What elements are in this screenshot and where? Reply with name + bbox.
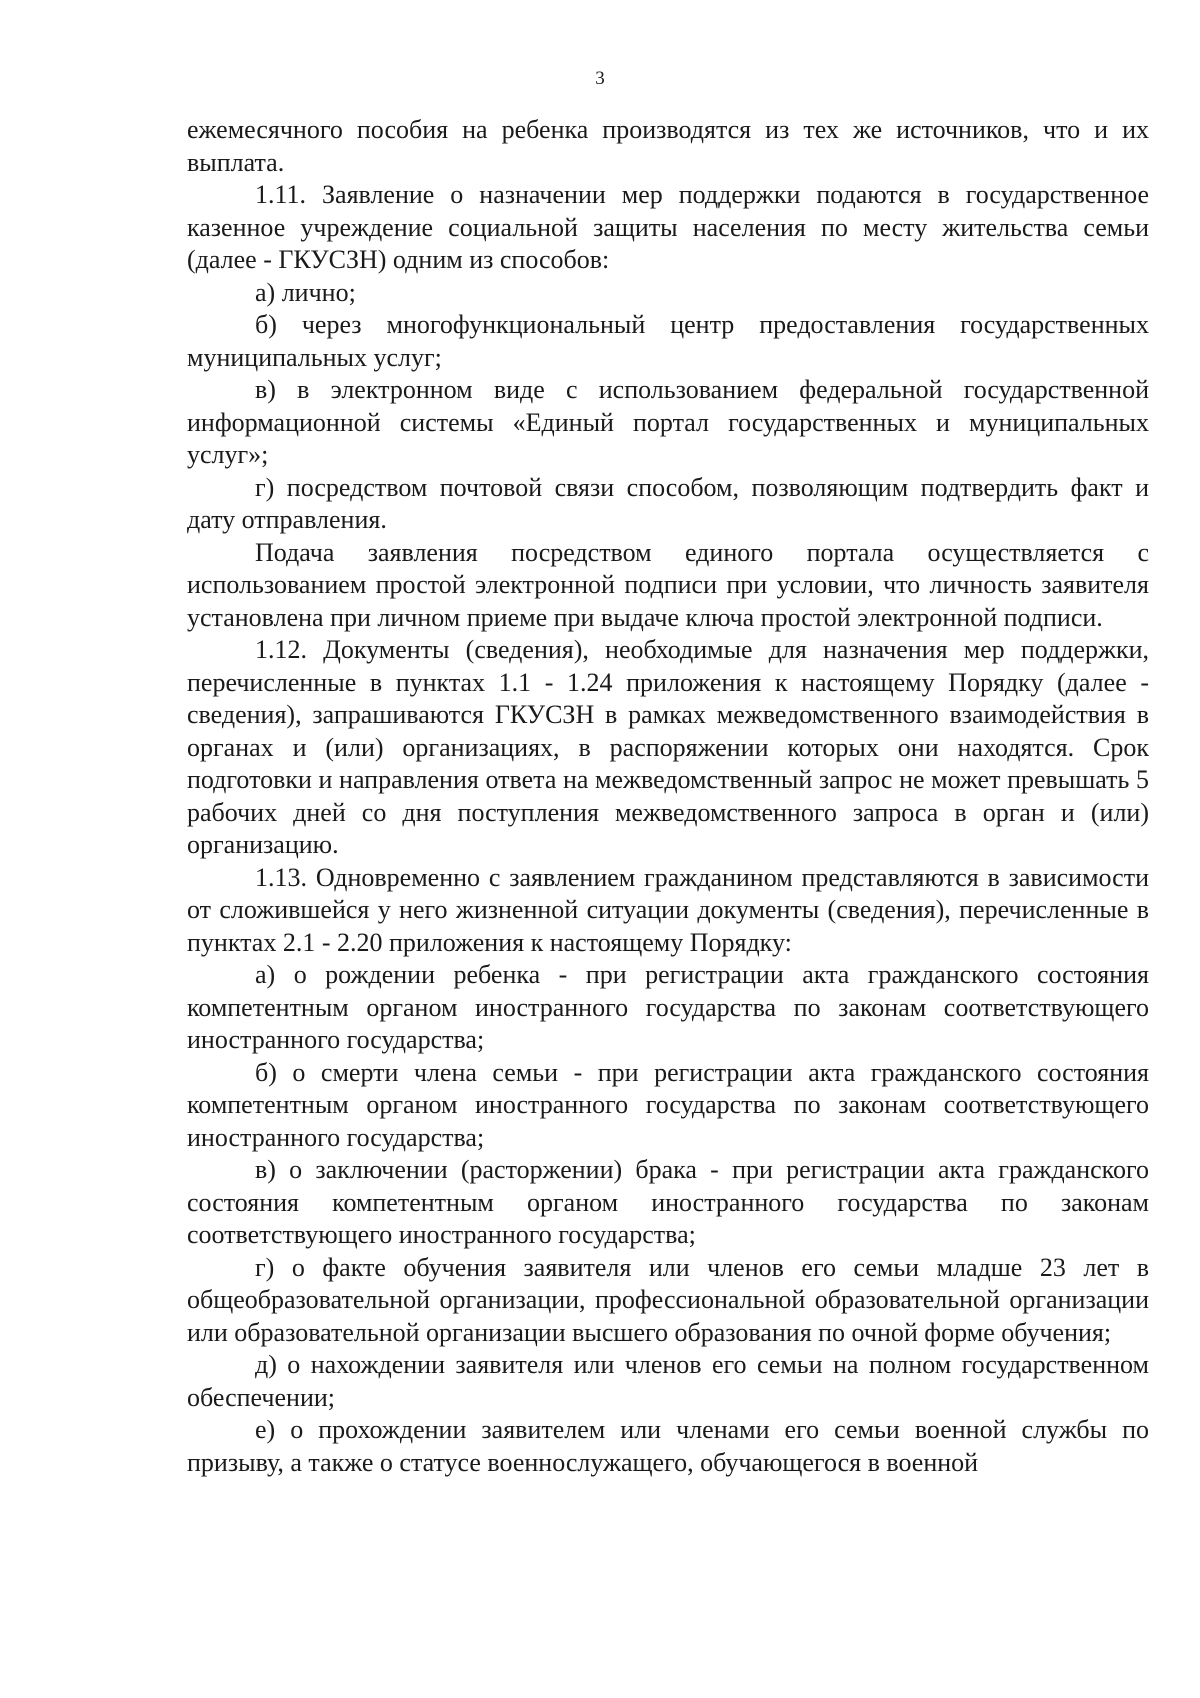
list-item-v-electronic: в) в электронном виде с использованием федеральной государственной информационной системы «Единый портал государственных и муниципальных услуг»; xyxy=(187,375,1149,469)
paragraph-1-12: 1.12. Документы (сведения), необходимые для назначения мер поддержки, перечисленные в пунктах 1.1 - 1.24 приложения к настоящему Порядку (далее - сведения), запрашиваются ГКУСЗН в рамках межведомственного взаимодействия в органах и (или) организациях, в распоряжении которых они находятся. Срок подготовки и направления ответа на межведомственный запрос не может превышать 5 рабочих дней со дня поступления межведомственного запроса в орган и (или) организацию. xyxy=(187,635,1149,859)
paragraph-1-13: 1.13. Одновременно с заявлением гражданином представляются в зависимости от сложившейся у него жизненной ситуации документы (сведения), перечисленные в пунктах 2.1 - 2.20 приложения к настоящему Порядку: xyxy=(187,862,1149,957)
list-item-a-birth: а) о рождении ребенка - при регистрации акта гражданского состояния компетентным органом иностранного государства по законам соответствующего иностранного государства; xyxy=(187,960,1149,1054)
list-item-a-in-person: а) лично; xyxy=(255,277,356,307)
list-item-b-death: б) о смерти члена семьи - при регистрации акта гражданского состояния компетентным органом иностранного государства по законам соответствующего иностранного государства; xyxy=(187,1057,1149,1152)
paragraph-continuation: ежемесячного пособия на ребенка производятся из тех же источников, что и их выплата. xyxy=(187,115,1149,177)
paragraph-portal-submission: Подача заявления посредством единого портала осуществляется с использованием простой электронной подписи при условии, что личность заявителя установлена при личном приеме при выдаче ключа простой электронной подписи. xyxy=(187,537,1149,632)
list-item-v-marriage: в) о заключении (расторжении) брака - при регистрации акта гражданского состояния компетентным органом иностранного государства по законам соответствующего иностранного государства; xyxy=(187,1155,1149,1249)
list-item-g-postal: г) посредством почтовой связи способом, позволяющим подтвердить факт и дату отправления. xyxy=(187,472,1149,534)
list-item-d-state-support: д) о нахождении заявителя или членов его семьи на полном государственном обеспечении; xyxy=(187,1350,1149,1412)
document-body xyxy=(187,114,1149,1479)
paragraph-1-11: 1.11. Заявление о назначении мер поддержки подаются в государственное казенное учреждение социальной защиты населения по месту жительства семьи (далее - ГКУСЗН) одним из способов: xyxy=(187,180,1149,274)
list-item-g-education: г) о факте обучения заявителя или членов его семьи младше 23 лет в общеобразовательной организации, профессиональной образовательной организации или образовательной организации высшего образования по очной форме обучения; xyxy=(187,1252,1149,1347)
list-item-e-military: е) о прохождении заявителем или членами его семьи военной службы по призыву, а также о статусе военнослужащего, обучающегося в военной xyxy=(187,1415,1149,1477)
page-number: 3 xyxy=(595,68,605,89)
list-item-b-mfc: б) через многофункциональный центр предоставления государственных муниципальных услуг; xyxy=(187,310,1149,372)
